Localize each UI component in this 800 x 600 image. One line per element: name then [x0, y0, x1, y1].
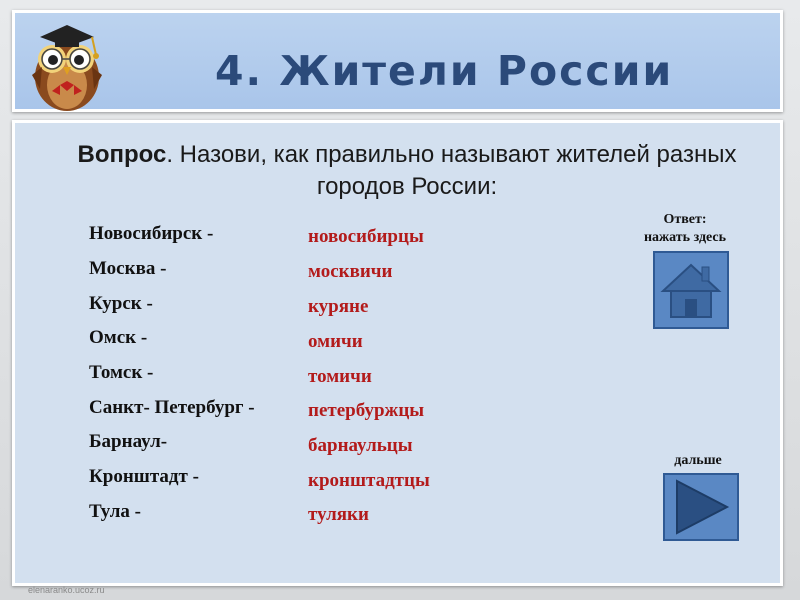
- question: [57, 139, 757, 203]
- question-text: . Назови, как правильно называют жителей разных городов России:: [166, 141, 737, 200]
- resident-answer: томичи: [308, 366, 372, 387]
- slide-title: 4. Жители России: [215, 47, 674, 95]
- answer-button[interactable]: [653, 251, 729, 329]
- resident-answer: куряне: [308, 296, 369, 317]
- title-bar: [12, 10, 783, 112]
- content-panel: [12, 120, 783, 586]
- city-label: Санкт- Петербург -: [89, 397, 255, 418]
- city-label: Барнаул-: [89, 431, 168, 452]
- resident-answer: петербуржцы: [308, 400, 425, 421]
- next-hint: дальше: [674, 453, 722, 468]
- home-icon: [655, 253, 727, 327]
- answer-hint: [615, 211, 755, 247]
- footer-source: elenaranko.ucoz.ru: [28, 585, 105, 595]
- city-label: Новосибирск -: [89, 223, 214, 244]
- answer-hint-line2: нажать здесь: [643, 230, 727, 245]
- resident-answer: москвичи: [308, 261, 393, 282]
- answer-hint-line1: Ответ:: [663, 212, 707, 227]
- next-button[interactable]: [663, 473, 739, 541]
- city-label: Омск -: [89, 327, 148, 348]
- resident-answer: новосибирцы: [308, 226, 424, 247]
- city-label: Томск -: [89, 362, 154, 383]
- city-label: Кронштадт -: [89, 466, 199, 487]
- resident-answer: барнаульцы: [308, 435, 413, 456]
- owl-icon: [22, 15, 112, 115]
- city-label: Тула -: [89, 501, 141, 522]
- city-label: Курск -: [89, 293, 153, 314]
- question-label: Вопрос: [77, 141, 167, 168]
- city-label: Москва -: [89, 258, 167, 279]
- resident-answer: омичи: [308, 331, 363, 352]
- resident-answer: кронштадтцы: [308, 470, 430, 491]
- resident-answer: туляки: [308, 504, 369, 525]
- play-arrow-icon: [665, 475, 737, 539]
